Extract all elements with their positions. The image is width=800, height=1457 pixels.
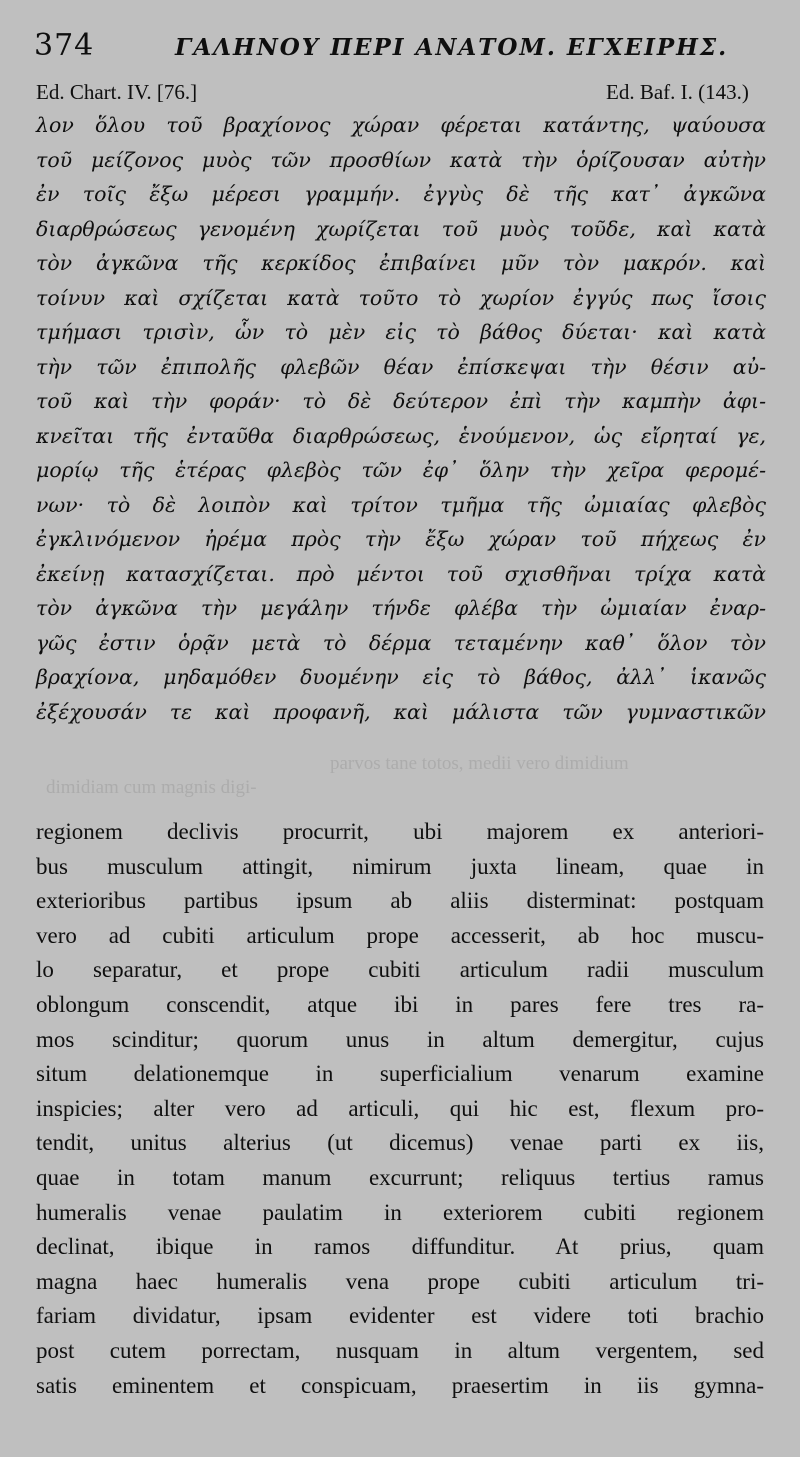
- greek-text-line: τμήμασι τρισὶν, ὧν τὸ μὲν εἰς τὸ βάθος δύεται· καὶ κατὰ: [36, 320, 766, 344]
- greek-text-line: ἐν τοῖς ἔξω μέρεσι γραμμήν. ἐγγὺς δὲ τῆς κατ᾽ ἀγκῶνα: [36, 182, 766, 206]
- latin-text-line: regionem declivis procurrit, ubi majorem ex anteriori-: [36, 819, 764, 844]
- greek-text-line: μορίῳ τῆς ἑτέρας φλεβὸς τῶν ἐφ᾽ ὅλην τὴν χεῖρα φερομέ-: [36, 458, 766, 482]
- edition-references: [0, 80, 800, 110]
- latin-text-line: oblongum conscendit, atque ibi in pares fere tres ra-: [36, 991, 764, 1017]
- latin-text-line: exterioribus partibus ipsum ab aliis disterminat: postquam: [36, 888, 764, 914]
- latin-text-line: post cutem porrectam, nusquam in altum vergentem, sed: [36, 1337, 764, 1363]
- greek-text-line: τοῦ μείζονος μυὸς τῶν προσθίων κατὰ τὴν ὁρίζουσαν αὐτὴν: [36, 147, 766, 172]
- greek-text-line: τοῦ καὶ τὴν φοράν· τὸ δὲ δεύτερον ἐπὶ τὴν καμπὴν ἀφι-: [36, 389, 766, 413]
- latin-text-line: satis eminentem et conspicuam, praesertim in iis gymna-: [36, 1372, 764, 1398]
- latin-translation: [36, 815, 764, 1403]
- greek-text-line: τὸν ἀγκῶνα τῆς κερκίδος ἐπιβαίνει μῦν τὸν μακρόν. καὶ: [36, 251, 766, 275]
- greek-text-line: νων· τὸ δὲ λοιπὸν καὶ τρίτον τμῆμα τῆς ὠμιαίας φλεβὸς: [36, 492, 766, 517]
- page-header: [0, 26, 800, 66]
- greek-text-line: ἐγκλινόμενον ἠρέμα πρὸς τὴν ἔξω χώραν τοῦ πήχεως ἐν: [36, 527, 766, 551]
- edition-reference-chartier: Ed. Chart. IV. [76.]: [36, 80, 198, 104]
- latin-text-line: fariam dividatur, ipsam evidenter est videre toti brachio: [36, 1303, 764, 1329]
- latin-text-line: humeralis venae paulatim in exteriorem cubiti regionem: [36, 1199, 764, 1225]
- greek-text-line: γῶς ἐστιν ὁρᾷν μετὰ τὸ δέρμα τεταμένην καθ᾽ ὅλον τὸν: [36, 630, 766, 655]
- greek-text-line: κνεῖται τῆς ἐνταῦθα διαρθρώσεως, ἑνούμενον, ὡς εἴρηταί γε,: [36, 423, 766, 448]
- latin-text-line: lo separatur, et prope cubiti articulum radii musculum: [36, 957, 764, 983]
- latin-text-line: vero ad cubiti articulum prope accesserit, ab hoc muscu-: [36, 922, 764, 948]
- greek-text-line: ἐξέχουσάν τε καὶ προφανῆ, καὶ μάλιστα τῶν γυμναστικῶν: [36, 699, 766, 724]
- latin-text-line: magna haec humeralis vena prope cubiti articulum tri-: [36, 1268, 764, 1294]
- edition-reference-basel: Ed. Baf. I. (143.): [606, 80, 749, 104]
- latin-text-line: tendit, unitus alterius (ut dicemus) venae parti ex iis,: [36, 1130, 764, 1156]
- greek-text-line: λον ὅλου τοῦ βραχίονος χώραν φέρεται κατάντης, ψαύουσα: [36, 113, 766, 137]
- bleed-through-line: dimidiam cum magnis digi-: [46, 777, 257, 798]
- bleed-through-text: [0, 752, 800, 812]
- greek-text-line: τοίνυν καὶ σχίζεται κατὰ τοῦτο τὸ χωρίον ἐγγύς πως ἴσοις: [36, 285, 766, 310]
- latin-text-line: mos scinditur; quorum unus in altum demergitur, cujus: [36, 1026, 764, 1052]
- latin-text-line: inspicies; alter vero ad articuli, qui hic est, flexum pro-: [36, 1095, 764, 1121]
- greek-text-line: τὸν ἀγκῶνα τὴν μεγάλην τήνδε φλέβα τὴν ὠμιαίαν ἐναρ-: [36, 596, 766, 620]
- greek-text-line: διαρθρώσεως γενομένη χωρίζεται τοῦ μυὸς τοῦδε, καὶ κατὰ: [36, 216, 766, 241]
- page-number: 374: [34, 28, 95, 63]
- greek-text: [36, 108, 766, 729]
- latin-text-line: situm delationemque in superficialium venarum examine: [36, 1061, 764, 1087]
- greek-text-line: τὴν τῶν ἐπιπολῆς φλεβῶν θέαν ἐπίσκεψαι τὴν θέσιν αὐ-: [36, 354, 766, 379]
- greek-text-line: ἐκείνῃ κατασχίζεται. πρὸ μέντοι τοῦ σχισθῆναι τρίχα κατὰ: [36, 561, 766, 586]
- latin-text-line: declinat, ibique in ramos diffunditur. At prius, quam: [36, 1234, 764, 1260]
- greek-text-line: βραχίονα, μηδαμόθεν δυομένην εἰς τὸ βάθος, ἀλλ᾽ ἱκανῶς: [36, 665, 766, 689]
- latin-text-line: bus musculum attingit, nimirum juxta lineam, quae in: [36, 853, 764, 879]
- latin-text-line: quae in totam manum excurrunt; reliquus tertius ramus: [36, 1164, 764, 1190]
- bleed-through-line: parvos tane totos, medii vero dimidium: [330, 753, 629, 774]
- running-title: ΓΑΛΗΝΟΥ ΠΕΡΙ ΑΝΑΤΟΜ. ΕΓΧΕΙΡΗΣ.: [175, 34, 729, 61]
